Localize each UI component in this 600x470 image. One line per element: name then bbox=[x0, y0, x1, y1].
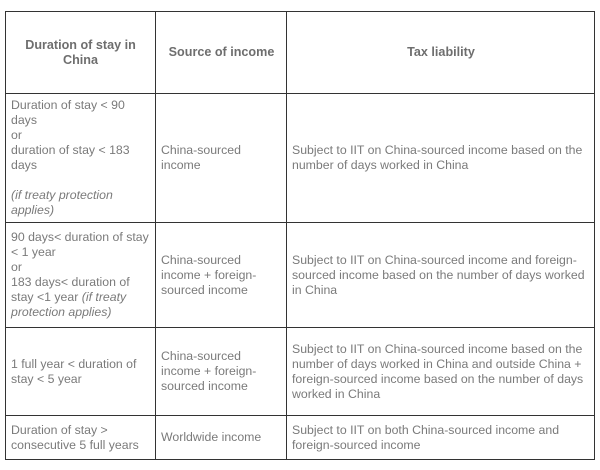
table-row bbox=[6, 416, 595, 460]
duration-line: Duration of stay < 90 days bbox=[11, 98, 125, 127]
duration-line: 90 days< duration of stay < 1 year bbox=[11, 230, 149, 259]
header-liability: Tax liability bbox=[287, 12, 595, 94]
liability-cell: Subject to IIT on both China-sourced income and foreign-sourced income bbox=[287, 416, 595, 460]
duration-or: or bbox=[11, 260, 22, 274]
table-row bbox=[6, 223, 595, 328]
header-source: Source of income bbox=[156, 12, 287, 94]
duration-line: 183 days< duration of stay <1 year bbox=[11, 275, 130, 304]
source-cell: China-sourced income + foreign-sourced income bbox=[156, 328, 287, 416]
duration-cell bbox=[6, 94, 156, 223]
table-row bbox=[6, 94, 595, 223]
source-cell: China-sourced income bbox=[156, 94, 287, 223]
duration-or: or bbox=[11, 128, 22, 142]
treaty-note: (if treaty protection applies) bbox=[11, 290, 127, 319]
liability-cell: Subject to IIT on China-sourced income based on the number of days worked in China bbox=[287, 94, 595, 223]
treaty-note: (if treaty protection applies) bbox=[11, 188, 113, 217]
header-row bbox=[6, 12, 595, 94]
duration-cell: Duration of stay > consecutive 5 full years bbox=[6, 416, 156, 460]
liability-cell: Subject to IIT on China-sourced income based on the number of days worked in China and outside China + foreign-sourced income based on the number of days worked in China bbox=[287, 328, 595, 416]
header-duration: Duration of stay in China bbox=[6, 12, 156, 94]
table-row bbox=[6, 328, 595, 416]
source-cell: China-sourced income + foreign-sourced income bbox=[156, 223, 287, 328]
liability-cell: Subject to IIT on China-sourced income and foreign-sourced income based on the number of days worked in China bbox=[287, 223, 595, 328]
duration-cell: 1 full year < duration of stay < 5 year bbox=[6, 328, 156, 416]
source-cell: Worldwide income bbox=[156, 416, 287, 460]
tax-liability-table bbox=[5, 11, 595, 460]
duration-cell bbox=[6, 223, 156, 328]
duration-line: duration of stay < 183 days bbox=[11, 143, 130, 172]
